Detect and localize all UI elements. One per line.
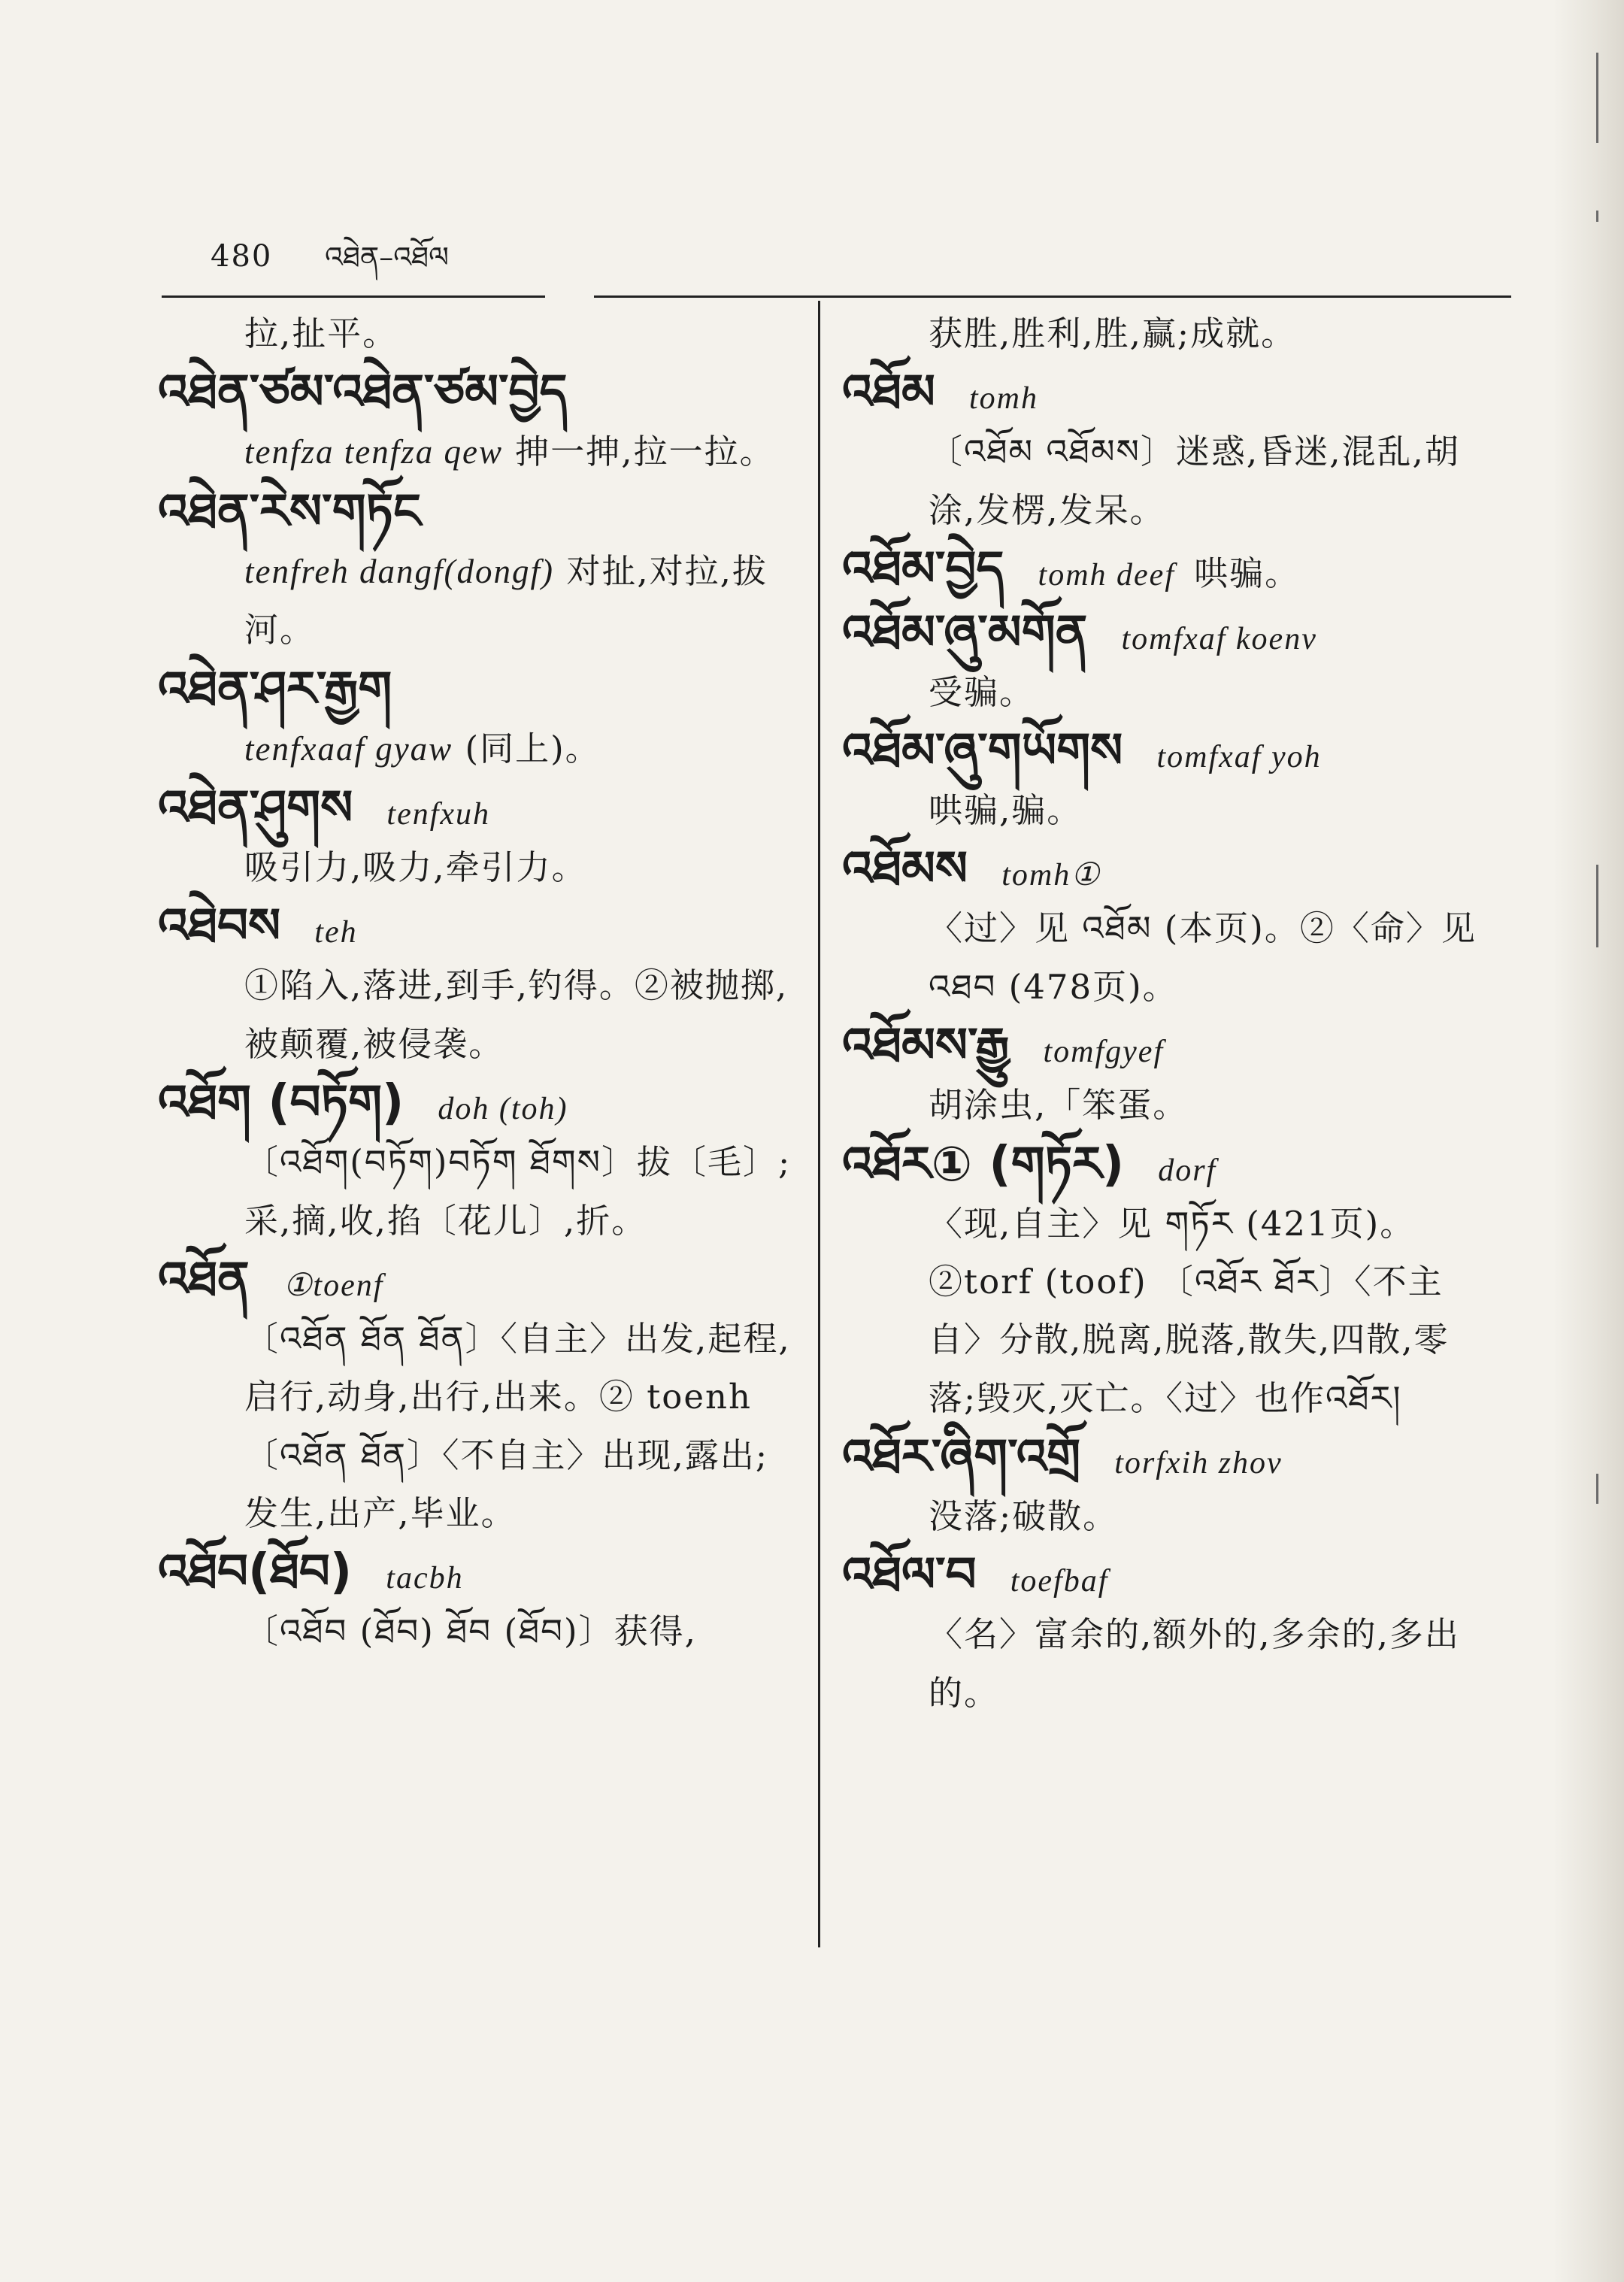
header-rule: [594, 295, 1511, 298]
dictionary-entry: [842, 362, 1477, 539]
dictionary-entry: [842, 539, 1477, 602]
definition: [244, 720, 797, 778]
header-rule: [162, 295, 545, 298]
continuation-text: 获胜,胜利,胜,赢;成就。: [929, 314, 1297, 353]
romanization: dorf: [1158, 1153, 1217, 1188]
dictionary-entry: [158, 362, 797, 481]
dictionary-entry: [158, 896, 797, 1073]
scan-streak: [1596, 865, 1598, 947]
headword: འཐོམ་ཞུ་གཡོགས: [842, 723, 1123, 779]
dictionary-entry: [158, 482, 797, 659]
gloss: 抻一抻,拉一拉。: [515, 432, 775, 472]
page-number: 480: [211, 239, 273, 274]
definition: [244, 423, 797, 481]
headword: འཐོལ་བ: [842, 1547, 977, 1604]
romanization: ①toenf: [283, 1268, 384, 1303]
gloss: 哄骗,骗。: [929, 789, 1083, 830]
gloss: 胡涂虫,「笨蛋。: [929, 1085, 1189, 1126]
dictionary-entry: [842, 1016, 1477, 1134]
right-column: [842, 305, 1477, 1722]
headword: འཐེན་རེས་གཏོང: [158, 483, 421, 540]
gloss: 〔འཐོན ཐོན ཐོན〕〈自主〉出发,起程,启行,动身,出行,出来。② toenh 〔འཐོན ཐོན〕〈不自主〉出现,露出;发生,出产,毕业。: [244, 1318, 791, 1534]
headword: འཐོམ་ཞུ་མགོན: [842, 605, 1088, 661]
dictionary-entry: [158, 1073, 797, 1250]
romanization: teh: [314, 915, 358, 950]
romanization: tomfxaf yoh: [1156, 739, 1322, 774]
dictionary-entry: [842, 603, 1477, 721]
gloss: 哄骗。: [1194, 553, 1301, 594]
headword: འཐེབས: [158, 899, 281, 955]
headword: འཐོར་ཞིག་འགྲོ: [842, 1429, 1081, 1486]
continuation-text: 拉,扯平。: [244, 314, 398, 353]
page-edge-shadow: [1553, 0, 1624, 2282]
headword: འཐོམས་རྒྱུ: [842, 1018, 1010, 1074]
guide-words: འཐེན–འཐོལ: [325, 241, 449, 274]
headword: འཐོམ: [842, 365, 935, 421]
romanization: tacbh: [386, 1561, 464, 1596]
gloss: 〔འཐོབ (ཐོབ) ཐོབ (ཐོབ)〕获得,: [244, 1611, 697, 1652]
romanization: tomfxaf koenv: [1121, 621, 1317, 656]
dictionary-entry: [158, 1250, 797, 1543]
dictionary-entry: [158, 659, 797, 778]
dictionary-entry: [842, 1135, 1477, 1428]
left-column: [158, 305, 797, 1661]
gloss: 〔འཐོམ འཐོམས〕迷惑,昏迷,混乱,胡涂,发楞,发呆。: [929, 432, 1460, 530]
headword: འཐོར① (གཏོར): [842, 1136, 1125, 1193]
romanization: tenfreh dangf(dongf): [244, 552, 555, 590]
gloss: 〈现,自主〉见 གཏོར (421页)。②torf (toof) 〔འཐོར ཐོར〕〈不主自〉分散,脱离,脱落,散失,四散,零落;毁灭,灭亡。〈过〉也作འཐོར།: [929, 1203, 1450, 1418]
dictionary-entry: [842, 839, 1477, 1016]
gloss: 受骗。: [929, 671, 1035, 712]
column-divider: [818, 301, 820, 1947]
dictionary-entry: [158, 778, 797, 896]
gloss: ①陷入,落进,到手,钓得。②被抛掷,被颠覆,被侵袭。: [244, 965, 789, 1064]
gloss: (同上)。: [465, 728, 601, 768]
romanization: tenfxuh: [386, 796, 491, 832]
romanization: doh (toh): [438, 1092, 568, 1127]
scan-streak: [1596, 1474, 1598, 1504]
headword: འཐོག (བཏོག): [158, 1075, 404, 1132]
scan-streak: [1596, 53, 1598, 143]
romanization: tenfza tenfza qew: [244, 433, 503, 471]
gloss: 〔འཐོག(བཏོག)བཏོག ཐོགས〕拔〔毛〕;采,摘,收,掐〔花儿〕,折。: [244, 1142, 792, 1241]
romanization: toefbaf: [1010, 1564, 1109, 1599]
gloss: 对扯,对拉,拔河。: [244, 550, 768, 650]
dictionary-entry: [842, 1427, 1477, 1545]
headword: འཐེན་ཤུགས: [158, 780, 353, 836]
dictionary-entry: [842, 1545, 1477, 1722]
romanization: tenfxaaf gyaw: [244, 729, 453, 768]
romanization: tomh deef: [1038, 558, 1175, 593]
romanization: tomh①: [1001, 858, 1101, 893]
romanization: tomfgyef: [1043, 1035, 1165, 1070]
gloss: 〈名〉富余的,额外的,多余的,多出的。: [929, 1614, 1460, 1713]
headword: འཐོབ(ཐོབ): [158, 1544, 353, 1601]
definition: [244, 542, 797, 659]
headword: འཐོམས: [842, 841, 968, 898]
dictionary-entry: [842, 721, 1477, 839]
headword: འཐེན་ཤར་རྒྱག: [158, 661, 392, 717]
gloss: 〈过〉见 འཐོམ (本页)。②〈命〉见 འཐབ (478页)。: [929, 908, 1477, 1007]
headword: འཐོན: [158, 1251, 250, 1308]
romanization: tomh: [969, 381, 1038, 417]
scan-streak: [1596, 211, 1598, 222]
headword: འཐོམ་བྱེད: [842, 541, 1004, 598]
romanization: torfxih zhov: [1114, 1446, 1283, 1481]
headword: འཐེན་ཙམ་འཐེན་ཙམ་བྱེད: [158, 365, 568, 421]
gloss: 没落;破散。: [929, 1496, 1119, 1537]
gloss: 吸引力,吸力,牵引力。: [244, 847, 587, 887]
dictionary-entry: [158, 1542, 797, 1660]
